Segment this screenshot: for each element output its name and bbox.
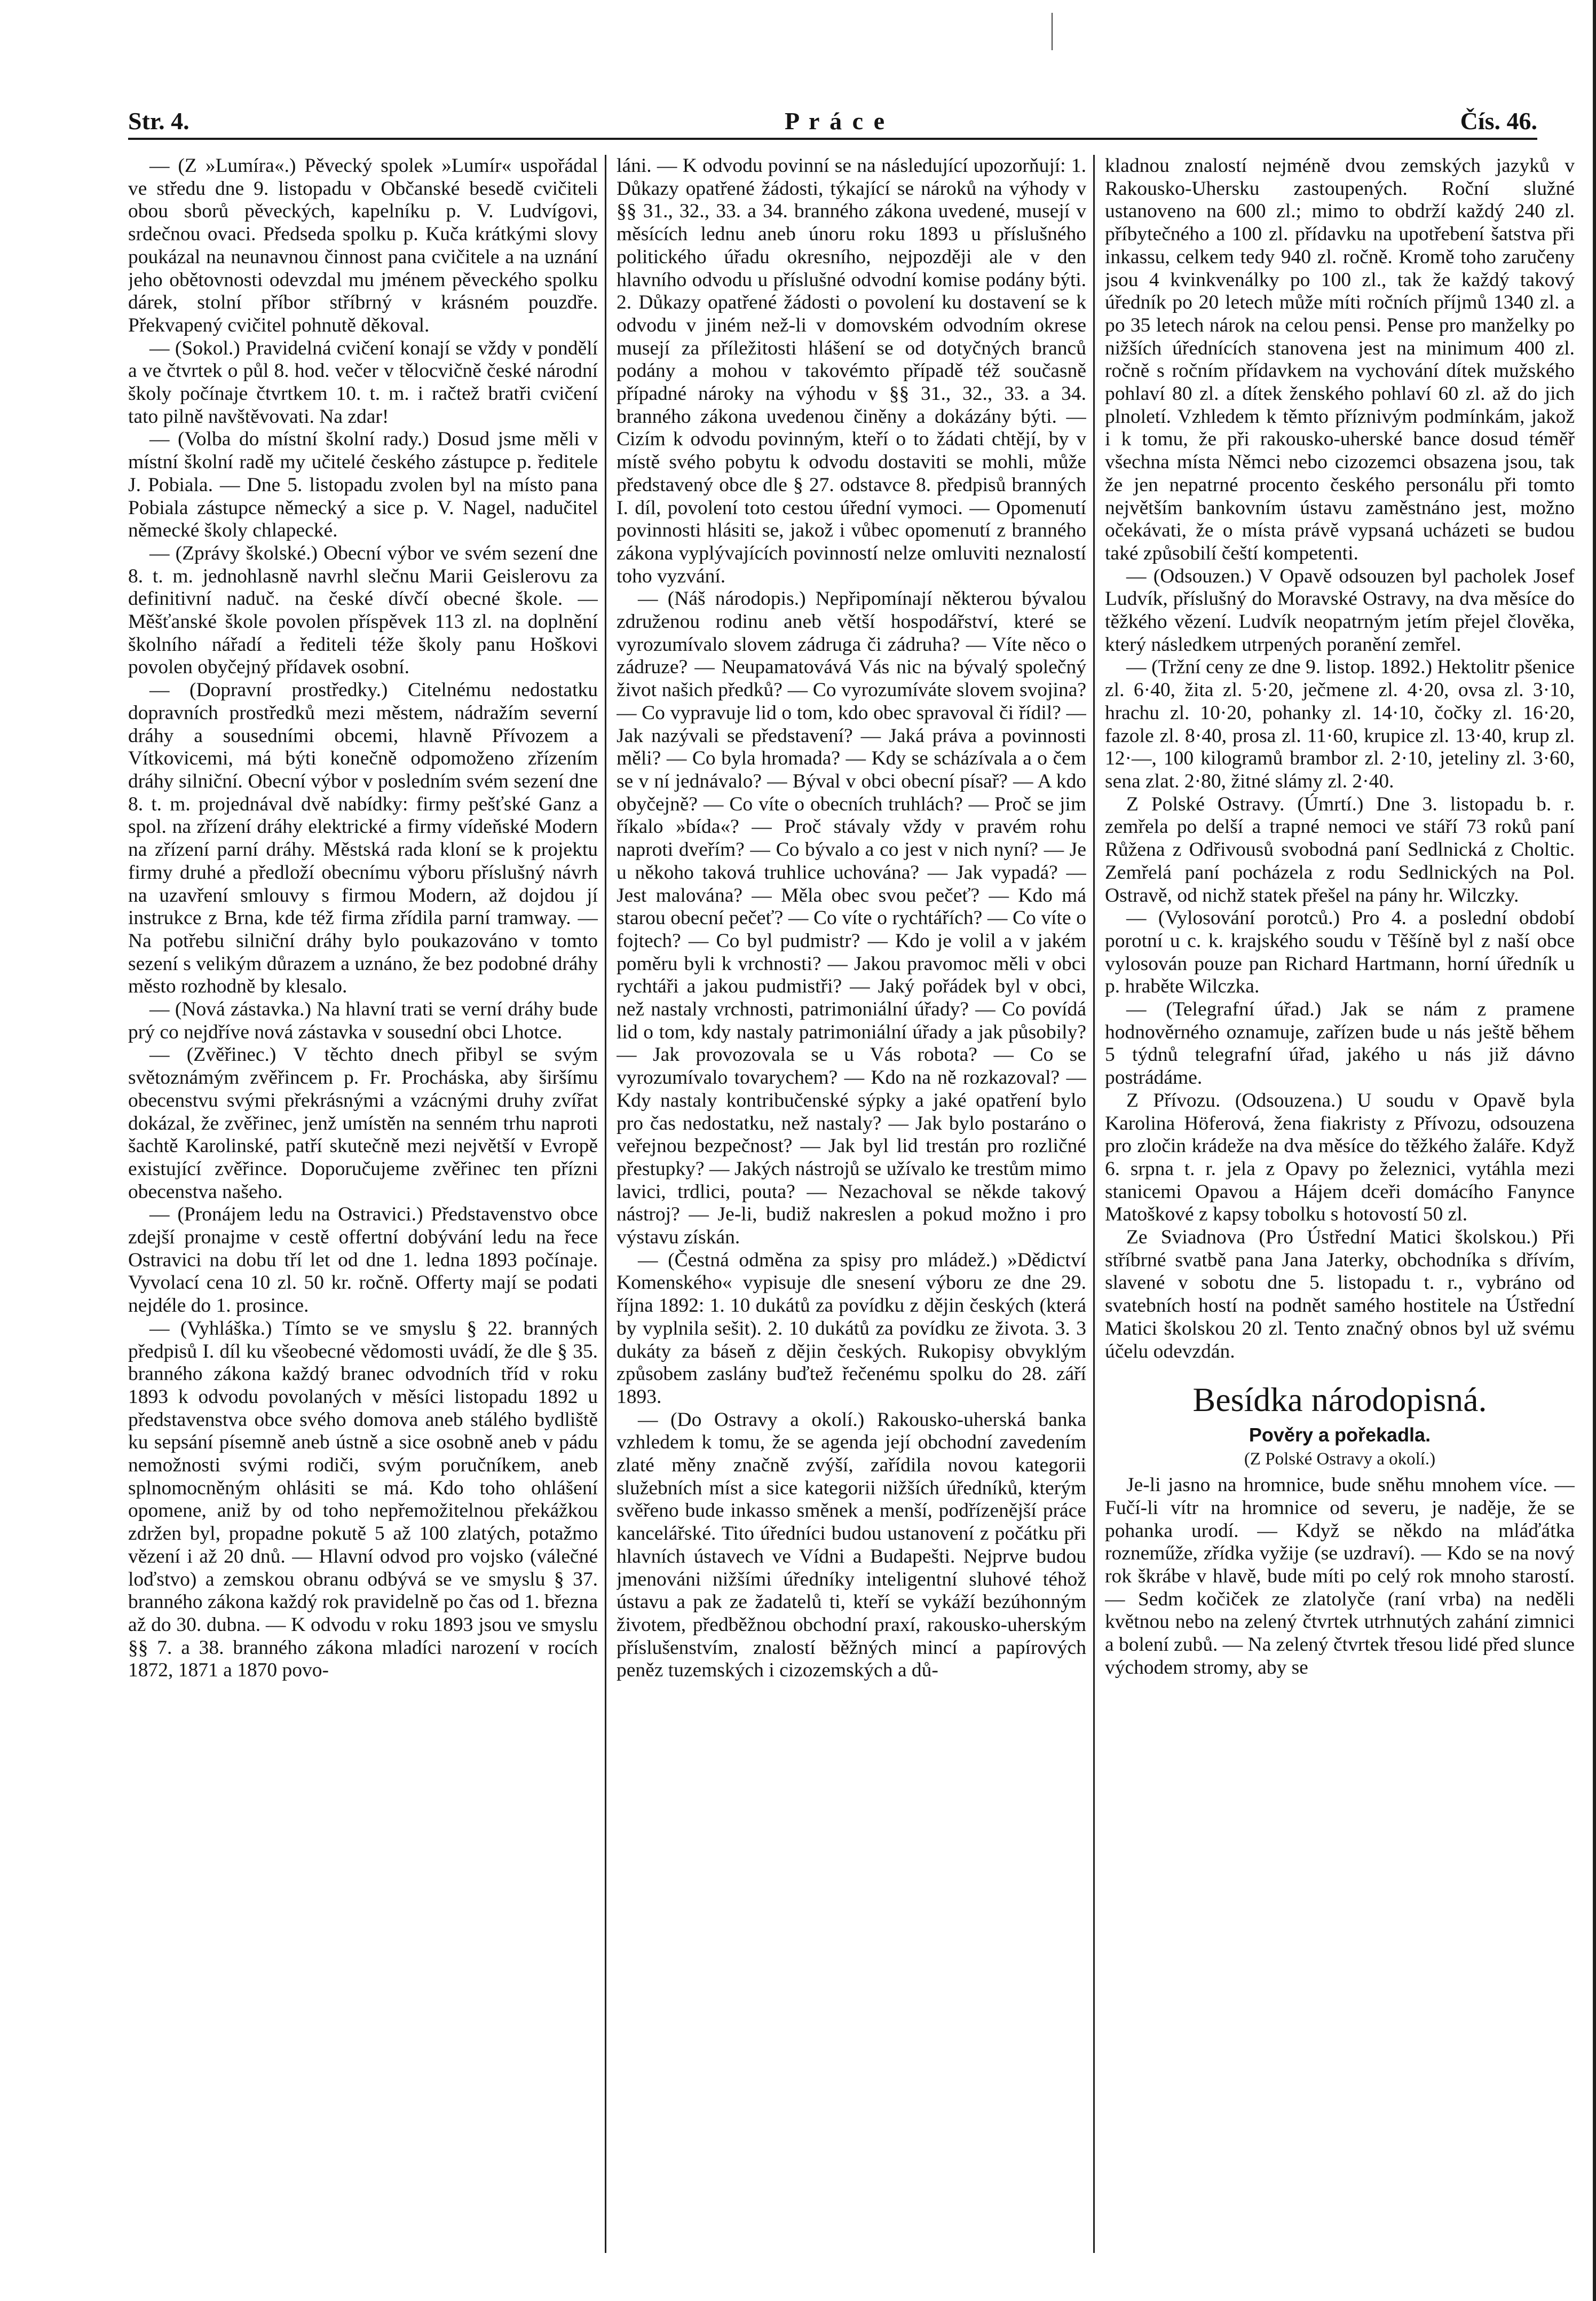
article-ice-lease: — (Pronájem ledu na Ostravici.) Představenstvo obce zdejší pronajme v cestě offertní dobývání ledu na řece Ostravici na dobu tří let od dne 1. ledna 1893 počínaje. Vyvolací cena 10 zl. 50 kr. ročně. Offerty mají se podati nejdéle do 1. prosince. bbox=[128, 1203, 598, 1317]
column-3 bbox=[1105, 155, 1575, 2269]
article-menagerie: — (Zvěřinec.) V těchto dnech přibyl se svým světoznámým zvěřincem p. Fr. Procháska, aby širšímu obecenstvu svými překrásnými a vzácnými druhy zvířat dokázal, že zvěřinec, jenž umístěn na senném trhu naproti šachtě Karolinské, patří skutečně mezi největší v Evropě existující zvěřince. Doporučujeme zvěřinec ten přízni obecenstva našeho. bbox=[128, 1044, 598, 1203]
article-school-news: — (Zprávy školské.) Obecní výbor ve svém sezení dne 8. t. m. jednohlasně navrhl slečnu Marii Geislerovu za definitivní naduč. na české dívčí obecné škole. — Měšťanské škole povolen příspěvek 113 zl. na doplnění školního nářadí a řediteli téže školy panu Hoškovi povolen obyčejný přídavek osobní. bbox=[128, 542, 598, 679]
article-lumir: — (Z »Lumíra«.) Pěvecký spolek »Lumír« uspořádal ve středu dne 9. listopadu v Občanské besedě cvičiteli obou sborů pěveckých, kapelníku p. V. Ludvígovi, srdečnou ovaci. Předseda spolku p. Kuča krátkými slovy poukázal na neunavnou činnost pana cvičitele a na uznání jeho obětovnosti odevzdal mu jménem pěveckého spolku dárek, stolní příbor stříbrný v krásném pouzdře. Překvapený cvičitel pohnutě děkoval. bbox=[128, 155, 598, 336]
scan-edge-right bbox=[1593, 0, 1596, 2301]
article-telegraph: — (Telegrafní úřad.) Jak se nám z pramene hodnověrného oznamuje, zařízen bude u nás ještě během 5 týdnů telegrafní úřad, jakého u nás již dávno postrádáme. bbox=[1105, 998, 1575, 1089]
article-superstitions: Je-li jasno na hromnice, bude sněhu mnohem více. — Fučí-li vítr na hromnice od severu, je naděje, že se pohanka urodí. — Když se někdo na mláďátka rozneműže, zřídka vyžije (se uzdraví). — Kdo se na nový rok škrábe v hlavě, bude míti po celý rok mnoho starostí. — Sedm kočiček ze zlatolyče (raní vrba) na neděli květnou nebo na zelený čtvrtek utrhnutých zahání zimnici a bolení zubů. — Na zelený čtvrtek třesou lidé před sluncе východem stromy, aby se bbox=[1105, 1474, 1575, 1679]
newspaper-title: P r á c e bbox=[785, 107, 887, 135]
issue-number: Čís. 46. bbox=[1460, 107, 1537, 135]
column-divider-1 bbox=[605, 155, 606, 2253]
article-bank-cont: kladnou znalostí nejméně dvou zemských jazyků v Rakousko-Uhersku zastoupených. Roční služné ustanoveno na 600 zl.; mimo to obdrží každý 240 zl. příbytečného a 100 zl. přídavku na upotřebení šatstva při inkassu, celkem tedy 940 zl. ročně. Kromě toho zaručeny jsou 4 kvinkvenálky po 100 zl., tak že každý takový úředník po 20 letech může míti ročních příjmů 1340 zl. a po 35 letech nárok na celou pensi. Pense pro manželky po nižších úřednících stanovena jest na minimum 400 zl. ročně s ročním přídavkem na vychování dítek mužského pohlaví 80 zl. a dítek ženského pohlaví 60 zl. až do jich plnoletí. Vzhledem k těmto příznivým podmínkám, jakož i k tomu, že při rakousko-uherské bance dosud téměř všechna místa Němci nebo cizozemci obsazena jsou, tak že jen nepatrné procento českého personálu při tomto největším bankovním ústavu zaměstnáno jest, možno očekávati, že o místa právě vypsaná ucházeti se budou také způsobilí čeští kompetenti. bbox=[1105, 155, 1575, 564]
article-sokol: — (Sokol.) Pravidelná cvičení konají se vždy v pondělí a ve čtvrtek o půl 8. hod. večer v tělocvičně české národní školy počínaje čtvrtkem 10. t. m. i račtež bratři cvičení tato pilně navštěvovati. Na zdar! bbox=[128, 337, 598, 428]
article-sviadnov: Ze Sviadnova (Pro Ústřední Matici školskou.) Při stříbrné svatbě pana Jana Jaterky, obchodníka s dřívím, slavené v sobotu dne 5. listopadu t. r., vybráno od svatebních hostí na podnět samého hostitele na Ústřední Matici školskou 20 zl. Tento značný obnos byl už svému účelu odevzdán. bbox=[1105, 1226, 1575, 1362]
article-ethnography: — (Náš národopis.) Nepřipomínají některou bývalou združenou rodinu aneb větší hospodářství, které se vyrozumívalo slovem zádruga či zádruha? — Víte něco o zádruze? — Neupamatovává Vás nic na bývalý společný život našich předků? — Co vyrozumíváte slovem svojina? — Co vypravuje lid o tom, kdo obec spravoval či řídil? — Jak nazývali se představení? — Jaká práva a povinnosti měli? — Co byla hromada? — Kdy se scházívala a o čem se v ní jednávalo? — Býval v obci obecní písař? — A kdo obyčejně? — Co víte o obecních truhlách? — Proč se jim říkalo »bída«? — Proč stávaly vždy v pravém rohu naproti dveřím? — Co bývalo a co jest v nich nyní? — Je u někoho taková truhlice uchována? — Jak vypadá? — Jest malována? — Měla obec svou pečeť? — Kdo má starou obecní pečeť? — Co víte o rychtářích? — Co víte o fojtech? — Co byl pudmistr? — Kdo je volil a v jakém poměru byli k vrchnosti? — Jakou pravomoc měli v obci rychtáři a jakou pudmistři? — Jaký pořádek byl v obci, než nastaly vrchnosti, patrimoniální úřady? — Co povídá lid o tom, kdy nastaly patrimoniální úřady a jak působily? — Jak provozovala se u Vás robota? — Co se vyrozumívalo tovarychem? — Kdo na ně rozkazoval? — Kdy nastaly kontribučenské sýpky a jaké opatření bylo pro čas nedostatku, než nastaly? — Jak bylo postaráno o veřejnou bezpečnost? — Jak byl lid trestán pro rozličné přestupky? — Jakých nástrojů se užívalo ke trestům mimo lavici, trdlici, pouta? — Nezachoval se někde takový nástroj? — Je-li, budiž nakreslen a pokud možno i pro výstavu získán. bbox=[617, 588, 1086, 1249]
article-school-board: — (Volba do místní školní rady.) Dosud jsme měli v místní školní radě my učitelé českého zástupce p. ředitele J. Pobiala. — Dne 5. listopadu zvolen byl na místo pana Pobiala zástupce německý a sice p. V. Nagel, nadučitel německé školy chlapecké. bbox=[128, 428, 598, 542]
article-privoz: Z Přívozu. (Odsouzena.) U soudu v Opavě byla Karolina Höferová, žena fiakristy z Přívozu, odsouzena pro zločin krádeže na dva měsíce do těžkého žaláře. Když 6. srpna t. r. jela z Opavy po železnici, vytáhla mezi stanicemi Opavou a Hájem dceři domácího Fanynce Matoškové z kapsy tobolku s hotovostí 50 zl. bbox=[1105, 1089, 1575, 1226]
column-1 bbox=[128, 155, 598, 2269]
article-announcement-cont: láni. — K odvodu povinní se na následující upozorňují: 1. Důkazy opatřené žádosti, týkající se nároků na výhody v §§ 31., 32., 33. a 34. branného zákona uvedené, musejí v měsících lednu aneb únoru roku 1893 u příslušného politického úřadu okresního, nejpozději ale v den hlavního odvodu u příslušné odvodní komise podány býti. 2. Důkazy opatřené žádosti o povolení ku dostavení se k odvodu v jiném než-li v domovském odvodním okrese musejí za příležitosti hlášení se od dotyčných branců podány a mohou v takovémto případě též současně případné nároky na výhodu v §§ 31., 32., 33. a 34. branného zákona uvedenou činěny a dokázány býti. — Cizím k odvodu povinným, kteří o to žádati chtějí, by v místě svého pobytu k odvodu dostaviti se mohli, může představený obce dle § 27. odstavce 8. předpisů branných I. díl, povolení toto cestou úřední vymoci. — Opomenutí povinnosti hlásiti se, jakož i vůbec opomenutí z branného zákona vyplývajících povinností nelze omluviti neznalostí toho vyzvání. bbox=[617, 155, 1086, 587]
article-transport: — (Dopravní prostředky.) Citelnému nedostatku dopravních prostředků mezi městem, nádražím severní dráhy a sousedními obcemi, hlavně Přívozem a Vítkovicemi, má býti konečně odpomoženo zřízením dráhy silniční. Obecní výbor v posledním svém sezení dne 8. t. m. projednával dvě nabídky: firmy pešťské Ganz a spol. na zřízení dráhy elektrické a firmy vídeňské Modern na zřízení parní dráhy. Městská rada kloní se k projektu firmy druhé a předloží obecnímu výboru příslušný návrh na uzavření smlouvy s firmou Modern, až dojdou jí instrukce z Brna, kde též firma zřídila parní tramway. — Na potřebu silniční dráhy bylo poukazováno v tomto sezení s velikým důrazem a uznáno, že bez podobné dráhy město rozhodně by klesalo. bbox=[128, 679, 598, 998]
scan-mark bbox=[1052, 13, 1053, 50]
article-youth-award: — (Čestná odměna za spisy pro mládež.) »Dědictví Komenského« vypisuje dle snesení výboru ze dne 29. října 1892: 1. 10 dukátů za povídku z dějin českých (která by vyplnila sešit). 2. 10 dukátů za povídku ze života. 3. 3 dukáty za báseň z dějin českých. Rukopisy obvyklým způsobem zaslány buďtež řečenému spolku do 28. září 1893. bbox=[617, 1249, 1086, 1408]
column-2 bbox=[617, 155, 1086, 2269]
page-number: Str. 4. bbox=[128, 107, 189, 135]
article-announcement: — (Vyhláška.) Tímto se ve smyslu § 22. branných předpisů I. díl ku všeobecné vědomosti uvádí, že dle § 35. branného zákona každý branec odvodních tříd v roku 1893 k odvodu povolaných v měsíci listopadu 1892 u představenstva obce svého domova aneb stálého bydliště ku sepsání písemně aneb ústně a sice osobně aneb v pádu nemožnosti svými rodiči, svým poručníkem, aneb splnomocněným ohlásiti se má. Kdo toho ohlášení opomene, aniž by od toho nepřemožitelnou překážkou zdržen byl, propadne pokutě 5 až 100 zlatých, potažmo vězení i až 20 dnů. — Hlavní odvod pro vojsko (válečné loďstvo) a zemskou obranu odbývá se ve smyslu § 37. branného zákona každý rok pravidelně po čas od 1. března až do 30. dubna. — K odvodu v roku 1893 jsou ve smyslu §§ 7. a 38. branného zákona mladíci narození v rocích 1872, 1871 a 1870 povo- bbox=[128, 1317, 598, 1682]
article-bank: — (Do Ostravy a okolí.) Rakousko-uherská banka vzhledem k tomu, že se agenda její obchodní zavedením zlaté měny značně zvýší, zařídila novou kategorii služebních míst a sice kategorii nižších úředníků, kterým svěřeno bude inkasso směnek a menší, podřízenější práce kancelářské. Tito úředníci budou ustanovení z počátku při hlavních ústavech ve Vídni a Budapešti. Nejprve budou jmenováni nižšími úředníky inteligentní sluhové téhož ústavu a pak ze žadatelů ti, kteří se vykáží bezúhonným životem, předběžnou obchodní praxí, rakousko-uherským příslušenstvím, znalostí běžných mincí a papírových peněz tuzemských i cizozemských a dů- bbox=[617, 1408, 1086, 1682]
section-source: (Z Polské Ostravy a okolí.) bbox=[1244, 1449, 1436, 1469]
article-new-stop: — (Nová zástavka.) Na hlavní trati se verní dráhy bude prý co nejdříve nová zástavka v sousední obci Lhotce. bbox=[128, 998, 598, 1043]
article-market-prices: — (Tržní ceny ze dne 9. listop. 1892.) Hektolitr pšenice zl. 6·40, žita zl. 5·20, ječmene zl. 4·20, ovsa zl. 3·10, hrachu zl. 10·20, pohanky zl. 14·10, čočky zl. 16·20, fazole zl. 8·40, prosa zl. 11·60, krupice zl. 13·40, krup zl. 12·—, 100 kilogramů brambor zl. 2·10, jeteliny zl. 3·60, sena zlat. 2·80, žitné slámy zl. 2·40. bbox=[1105, 656, 1575, 792]
section-title: Besídka národopisná. bbox=[1192, 1381, 1487, 1419]
article-convicted: — (Odsouzen.) V Opavě odsouzen byl pacholek Josef Ludvík, příslušný do Moravské Ostravy, na dva měsíce do těžkého vězení. Ludvík neopatrným jetím přejel člověka, který následkem utrpených poranění zemřel. bbox=[1105, 565, 1575, 656]
section-subtitle: Pověry a pořekadla. bbox=[1249, 1424, 1431, 1446]
article-polska-ostrava: Z Polské Ostravy. (Úmrtí.) Dne 3. listopadu b. r. zemřela po delší a trapné nemoci ve stáří 73 roků paní Růžena z Odřivousů svobodná paní Sedlnická z Choltic. Zemřelá paní pocházela z rodu Sedlnických na Pol. Ostravě, od nichž statek přešel na pány hr. Wilczky. bbox=[1105, 793, 1575, 907]
column-divider-2 bbox=[1093, 155, 1095, 2253]
header-rule bbox=[128, 138, 1537, 140]
article-jurors: — (Vylosování porotců.) Pro 4. a poslední období porotní u c. k. krajského soudu v Těšíně byl z naší obce vylosován pouze pan Richard Hartmann, horní úředník u p. hraběte Wilczka. bbox=[1105, 907, 1575, 998]
